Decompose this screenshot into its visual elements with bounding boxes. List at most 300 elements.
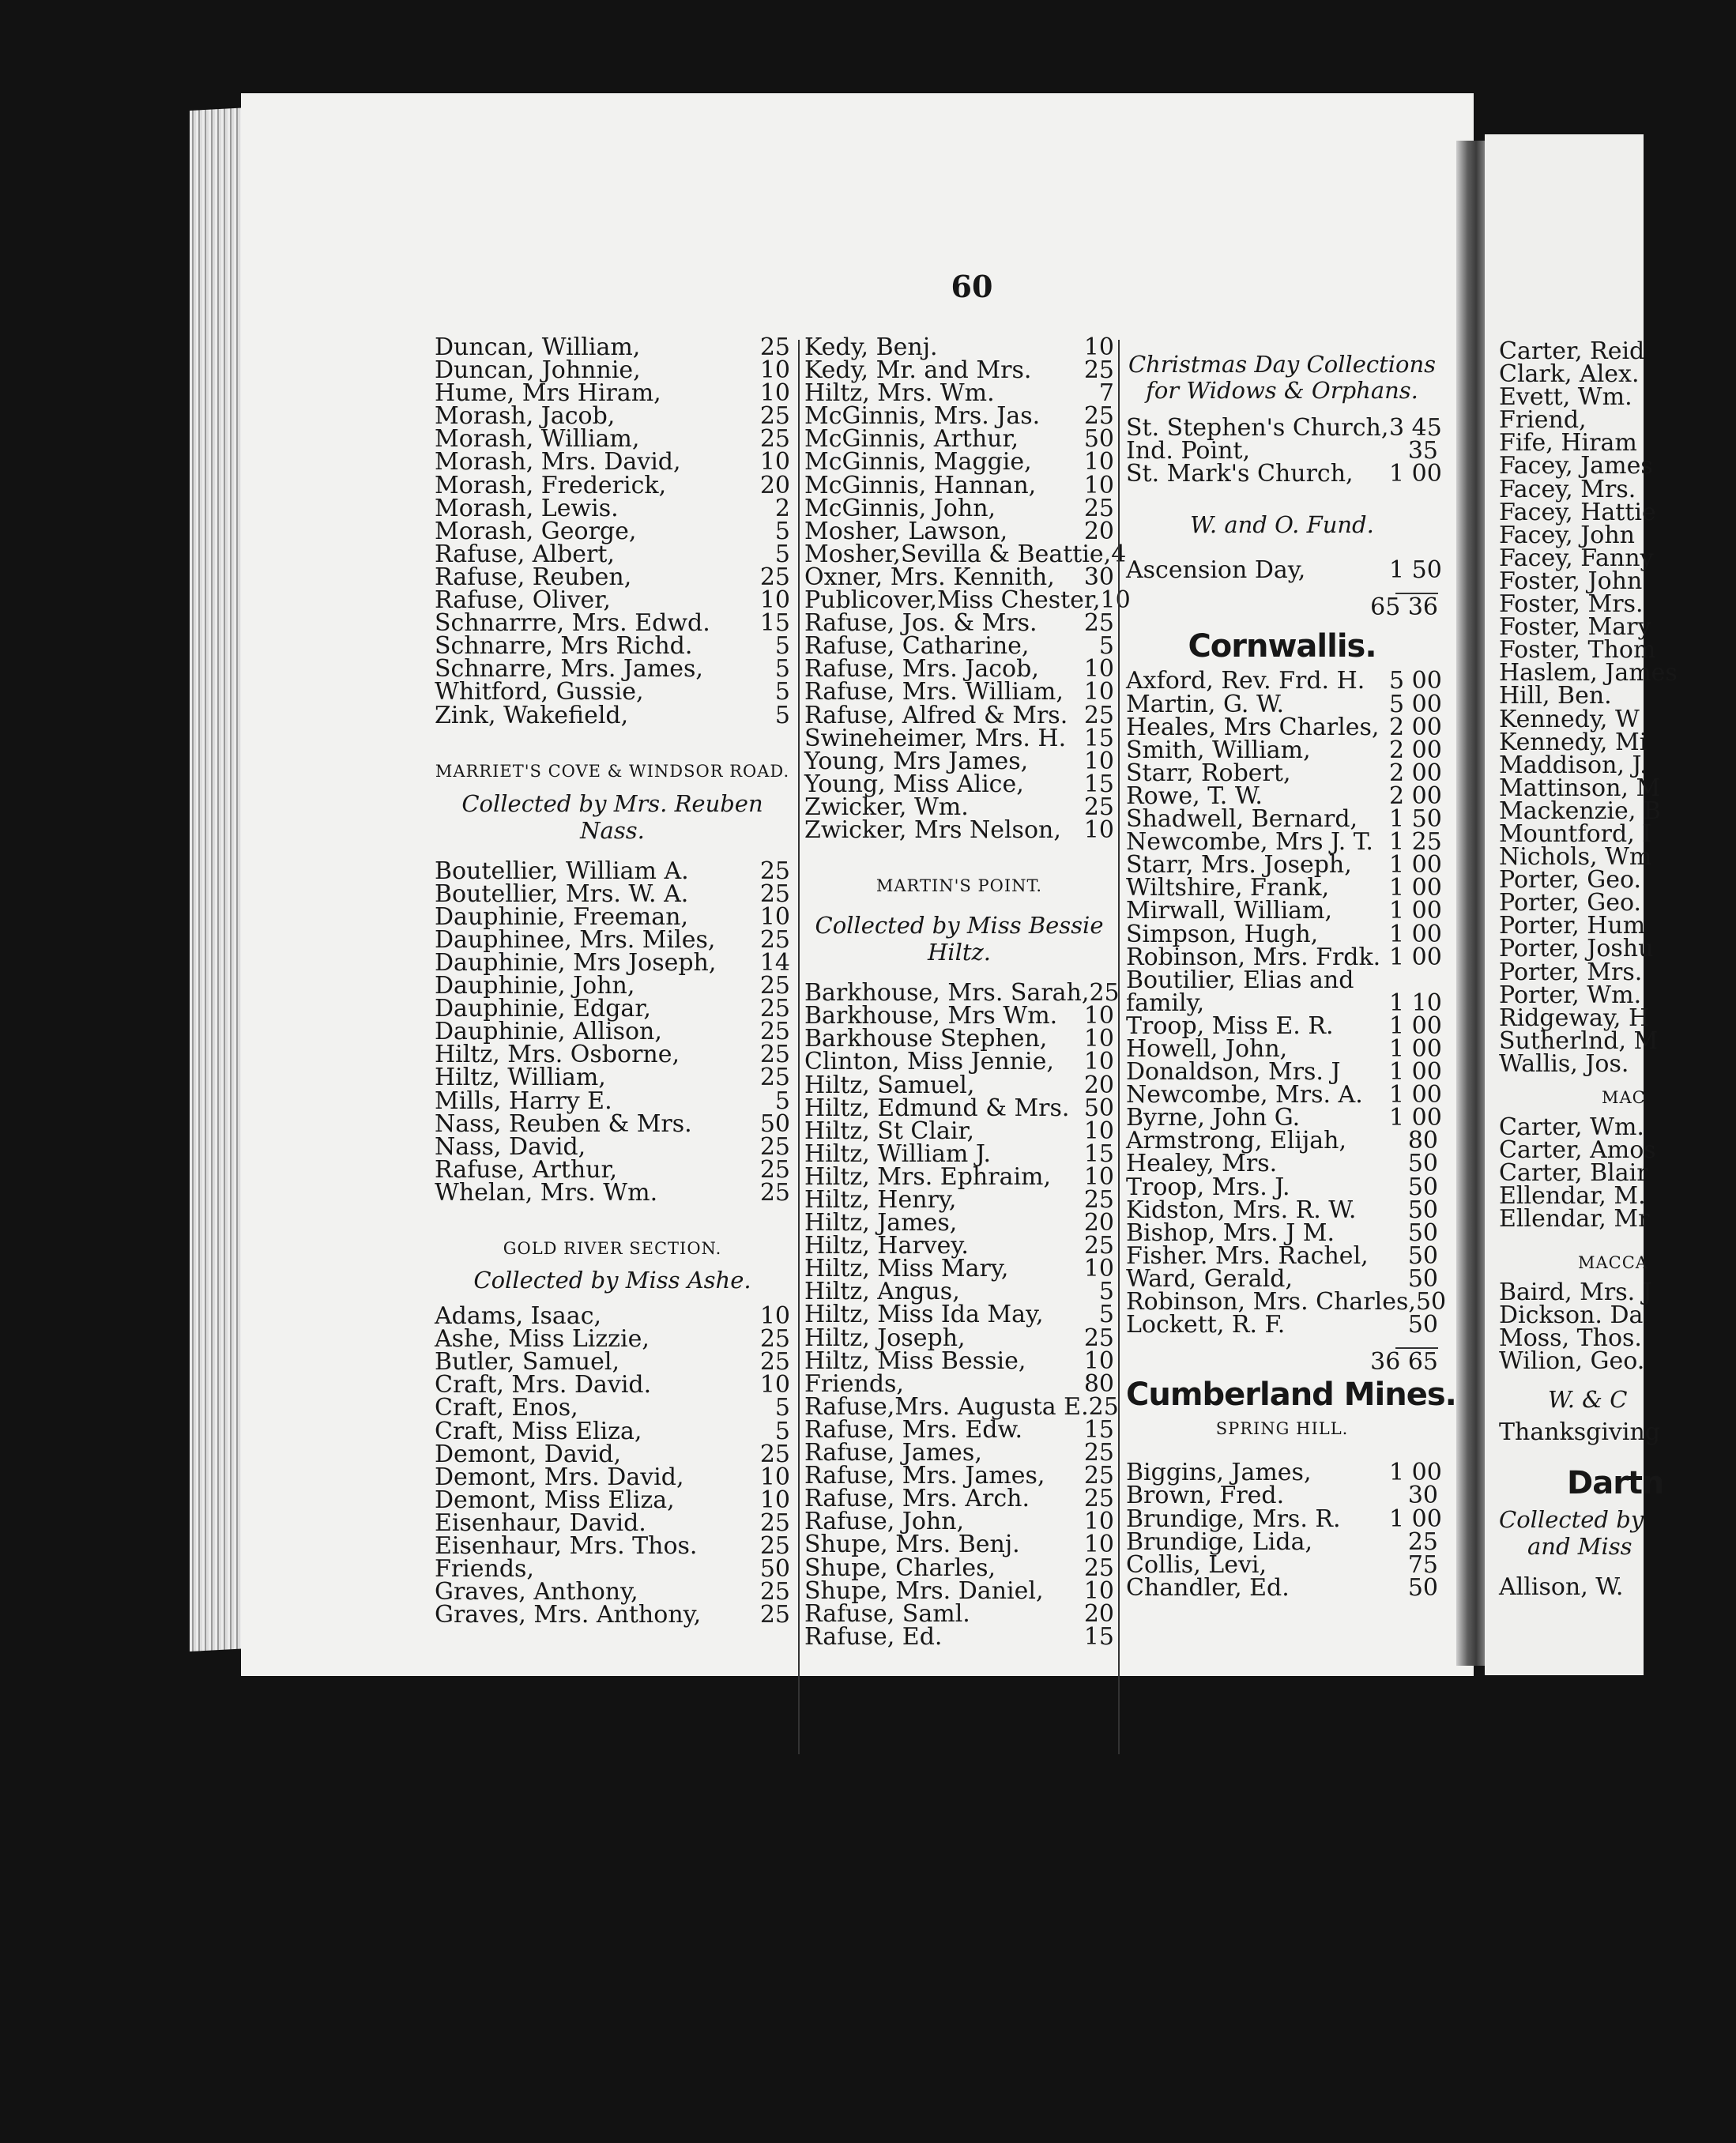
entry-name: Whitford, Gussie, (435, 678, 644, 706)
entry-name: Porter, Joshu (1499, 935, 1654, 963)
entry-name: Collis, Levi, (1126, 1550, 1267, 1579)
list-entry (1499, 819, 1736, 848)
entry-amount: 25 (759, 925, 790, 954)
list-entry (1126, 1081, 1442, 1109)
entry-name: Shupe, Mrs. Daniel, (804, 1576, 1044, 1605)
entry-amount: 50 (759, 1109, 790, 1138)
entry-amount: 5 (774, 678, 790, 706)
list-entry (804, 1002, 1114, 1030)
list-entry (1499, 751, 1736, 779)
entry-amount: 1 00 (1389, 897, 1442, 925)
list-entry (1126, 828, 1442, 857)
list-entry (1126, 759, 1442, 787)
list-entry (1499, 912, 1736, 940)
entry-name: Chandler, Ed. (1126, 1573, 1290, 1602)
entry-name: Hiltz, William J. (804, 1139, 992, 1168)
entry-name: Dauphinie, Mrs Joseph, (435, 948, 717, 977)
list-entry (1499, 1159, 1736, 1188)
collected-by: Nass. (580, 816, 645, 844)
entry-name: Shupe, Charles, (804, 1554, 996, 1582)
entry-name: Swineheimer, Mrs. H. (804, 724, 1067, 752)
list-entry (1499, 935, 1736, 963)
entry-amount: 25 (1083, 1186, 1114, 1214)
entry-amount: 1 00 (1389, 1034, 1442, 1063)
entry-amount: 25 (759, 1132, 790, 1161)
list-entry (1126, 781, 1442, 810)
entry-name: McGinnis, Mrs. Jas. (804, 402, 1041, 431)
entry-name: Rafuse, Albert, (435, 540, 615, 568)
list (435, 1302, 790, 1629)
list-entry (435, 857, 790, 885)
section-heading: GOLD RIVER SECTION. (503, 1239, 722, 1258)
list-entry (1126, 1058, 1442, 1087)
entry-amount: 5 (774, 701, 790, 729)
entry-name: Ridgeway, H (1499, 1004, 1650, 1032)
entry-amount: 7 (1098, 379, 1114, 408)
entry-name: Lockett, R. F. (1126, 1311, 1286, 1339)
list-entry (1499, 705, 1736, 733)
entry-amount: 25 (1083, 1324, 1114, 1352)
collected-by: Collected by Mrs. Reuben (461, 789, 763, 817)
entry-name: Facey, Fanny (1499, 544, 1654, 572)
list-entry (1499, 659, 1736, 687)
entry-amount: 25 (759, 1018, 790, 1046)
entry-name: Mackenzie, B (1499, 797, 1661, 825)
list-entry (435, 972, 790, 1000)
list-entry (804, 1232, 1114, 1260)
list (1499, 337, 1736, 1078)
entry-name: Mosher, Lawson, (804, 517, 1008, 545)
collected-by: Collected by Miss Bessie (815, 912, 1104, 940)
list-entry (1499, 567, 1736, 595)
entry-amount: 2 00 (1389, 736, 1442, 764)
entry-amount: 2 00 (1389, 781, 1442, 810)
list (1126, 1459, 1442, 1602)
list-entry (1499, 889, 1736, 917)
entry-name: Evett, Wm. (1499, 383, 1632, 412)
entry-amount: 25 (759, 333, 790, 361)
entry-name: Craft, Miss Eliza, (435, 1417, 642, 1445)
section-title: Dartn (1567, 1465, 1664, 1502)
list-entry (804, 1485, 1114, 1513)
entry-name: Boutellier, William A. (435, 857, 689, 885)
list-entry (435, 1371, 790, 1399)
list-entry (1126, 414, 1442, 442)
list (1126, 414, 1442, 488)
entry-name: Rafuse, Mrs. William, (804, 678, 1064, 706)
entry-amount: 25 (1083, 1232, 1114, 1260)
entry-amount: 25 (759, 879, 790, 908)
entry-name: Newcombe, Mrs J. T. (1126, 828, 1373, 857)
list-entry (804, 1094, 1114, 1122)
entry-name: Fife, Hiram (1499, 429, 1637, 458)
entry-name: Mills, Harry E. (435, 1087, 612, 1115)
entry-name: Publicover,Miss Chester, (804, 586, 1101, 615)
list-entry (1126, 1196, 1438, 1224)
entry-name: Schnarrre, Mrs. Edwd. (435, 609, 710, 638)
entry-name: Kennedy, W (1499, 705, 1640, 733)
list-entry (1499, 1182, 1736, 1211)
list-entry (435, 425, 790, 454)
entry-amount: 5 (1098, 632, 1114, 661)
list-entry (435, 1555, 790, 1584)
entry-name: Demont, David, (435, 1440, 621, 1468)
list-entry (804, 402, 1114, 431)
list-entry (1126, 966, 1438, 994)
entry-name: Rafuse, Ed. (804, 1622, 943, 1651)
entry-name: Rafuse, Oliver, (435, 586, 611, 615)
list (435, 857, 790, 1207)
collected-by: Hiltz. (928, 939, 991, 966)
entry-name: Demont, Miss Eliza, (435, 1486, 675, 1514)
entry-name: Eisenhaur, David. (435, 1508, 646, 1537)
list-entry (435, 1087, 790, 1115)
entry-amount: 15 (1083, 1622, 1114, 1651)
entry-name: Rafuse, Mrs. Arch. (804, 1485, 1030, 1513)
list-entry (804, 632, 1114, 661)
entry-name: Rafuse, John, (804, 1508, 965, 1536)
entry-amount: 10 (1083, 1576, 1114, 1605)
entry-name: Facey, James (1499, 452, 1653, 480)
entry-name: Hiltz, Angus, (804, 1278, 960, 1306)
entry-name: Rafuse, Reuben, (435, 563, 632, 591)
entry-name: Zwicker, Wm. (804, 793, 969, 821)
list-entry (1126, 1241, 1438, 1270)
entry-name: Foster, Thom (1499, 636, 1656, 665)
list-entry (1499, 1136, 1736, 1165)
list-entry (1499, 981, 1736, 1009)
entry-name: Simpson, Hugh, (1126, 920, 1319, 948)
list-entry (435, 1132, 790, 1161)
entry-name: Ashe, Miss Lizzie, (435, 1325, 650, 1354)
entry-name: Wallis, Jos. (1499, 1049, 1629, 1078)
entry-amount: 50 (1407, 1150, 1438, 1178)
list-entry (1126, 989, 1442, 1017)
list-entry (804, 425, 1114, 454)
list-entry (1499, 1113, 1736, 1142)
entry-amount: 1 00 (1389, 1011, 1442, 1040)
list-entry (435, 879, 790, 908)
list-entry (804, 494, 1114, 522)
entry-amount: 5 (1098, 1301, 1114, 1329)
list-entry (804, 1622, 1114, 1651)
entry-name: Biggins, James, (1126, 1459, 1312, 1487)
facing-page-column (1499, 337, 1736, 1602)
collected-by: and Miss (1527, 1533, 1632, 1561)
entry-name: Carter, Reid (1499, 337, 1645, 365)
entry-name: Foster, John (1499, 567, 1643, 595)
entry-name: Shupe, Mrs. Benj. (804, 1531, 1020, 1559)
entry-amount: 25 (1083, 1485, 1114, 1513)
entry-name: Wilion, Geo. (1499, 1346, 1645, 1375)
list-entry (1499, 360, 1736, 389)
list-entry (804, 1139, 1114, 1168)
entry-amount: 10 (1083, 1346, 1114, 1375)
list-entry (804, 379, 1114, 408)
entry-amount: 75 (1407, 1550, 1438, 1579)
list-entry (1126, 897, 1442, 925)
entry-name: Hiltz, St Clair, (804, 1117, 975, 1145)
list-entry (804, 1439, 1114, 1467)
fund-heading: W. & C (1548, 1386, 1628, 1414)
list-entry (1499, 1278, 1736, 1306)
entry-name: Adams, Isaac, (435, 1302, 602, 1331)
entry-name: Craft, Mrs. David. (435, 1371, 652, 1399)
entry-name: Clark, Alex. (1499, 360, 1640, 389)
entry-name: Smith, William, (1126, 736, 1311, 764)
column-2 (804, 333, 1131, 1651)
entry-amount: 1 10 (1389, 989, 1442, 1017)
entry-amount: 25 (759, 1325, 790, 1354)
entry-amount: 25 (759, 995, 790, 1023)
list (435, 333, 790, 729)
list-entry (435, 402, 790, 431)
list-entry (1499, 498, 1736, 526)
entry-name: Howell, John, (1126, 1034, 1288, 1063)
entry-name: Mirwall, William, (1126, 897, 1333, 925)
entry-amount: 25 (759, 1178, 790, 1207)
list-entry (1499, 682, 1736, 710)
entry-amount: 25 (1083, 356, 1114, 385)
entry-amount: 30 (1407, 1482, 1438, 1510)
list-entry (1126, 920, 1442, 948)
entry-name: Hiltz, Joseph, (804, 1324, 966, 1352)
list-entry (435, 1508, 790, 1537)
section-heading: SPRING HILL. (1215, 1419, 1349, 1439)
list-entry (1126, 667, 1442, 695)
entry-name: Mosher,Sevilla & Beattie, (804, 540, 1112, 568)
total: 36 65 (1370, 1348, 1438, 1377)
entry-amount: 50 (1083, 425, 1114, 454)
list-entry (804, 1278, 1114, 1306)
list-entry (804, 1554, 1114, 1582)
entry-name: Bishop, Mrs. J M. (1126, 1218, 1335, 1247)
entry-amount: 10 (1083, 815, 1114, 844)
list-entry (804, 1346, 1114, 1375)
list-entry (804, 1576, 1114, 1605)
entry-name: McGinnis, Maggie, (804, 448, 1032, 476)
list-entry (435, 1041, 790, 1069)
entry-amount: 50 (1407, 1241, 1438, 1270)
entry-amount: 25 (1083, 402, 1114, 431)
entry-amount: 1 50 (1389, 805, 1442, 834)
list-entry (435, 1302, 790, 1331)
entry-amount: 1 00 (1389, 920, 1442, 948)
entry-name: Starr, Mrs. Joseph, (1126, 851, 1352, 879)
entry-name: Demont, Mrs. David, (435, 1463, 684, 1491)
entry-name: Nass, David, (435, 1132, 586, 1161)
list-entry (1499, 521, 1736, 549)
entry-amount: 10 (1083, 448, 1114, 476)
entry-amount: 10 (759, 356, 790, 385)
entry-amount: 25 (1083, 1554, 1114, 1582)
entry-name: Ellendar, M. (1499, 1182, 1646, 1211)
entry-name: Rafuse, Jos. & Mrs. (804, 609, 1037, 638)
entry-amount: 15 (1083, 1415, 1114, 1444)
list-entry (435, 1325, 790, 1354)
total: 65 36 (1370, 593, 1438, 622)
entry-name: Armstrong, Elijah, (1126, 1127, 1347, 1155)
list-entry (804, 793, 1114, 821)
entry-amount: 5 (774, 1394, 790, 1422)
entry-amount: 2 00 (1389, 759, 1442, 787)
entry-name: Hiltz, Miss Ida May, (804, 1301, 1044, 1329)
entry-name: Rafuse, Mrs. Jacob, (804, 655, 1039, 684)
list-entry (1499, 1346, 1736, 1375)
entry-name: Zwicker, Mrs Nelson, (804, 815, 1061, 844)
list-entry (435, 925, 790, 954)
section-heading: MACCA (1578, 1252, 1648, 1272)
entry-name: Rafuse, James, (804, 1439, 982, 1467)
list-entry (804, 609, 1114, 638)
entry-amount: 2 (774, 494, 790, 522)
list (1499, 1278, 1736, 1375)
list-entry (1126, 1288, 1447, 1316)
entry-name: Axford, Rev. Frd. H. (1126, 667, 1365, 695)
entry-name: Heales, Mrs Charles, (1126, 713, 1380, 741)
section-heading: MARTIN'S POINT. (876, 876, 1043, 896)
list-entry (1126, 1173, 1438, 1201)
list-entry (804, 517, 1114, 545)
collected-by: Collected by Miss Ashe. (473, 1267, 751, 1294)
list-entry (1499, 613, 1736, 642)
entry-name: Carter, Wm. (1499, 1113, 1644, 1142)
entry-amount: 25 (759, 1601, 790, 1629)
entry-amount: 30 (1083, 563, 1114, 591)
list-entry (804, 586, 1131, 615)
entry-name: Porter, Hum (1499, 912, 1646, 940)
entry-amount: 25 (1083, 609, 1114, 638)
entry-name: Facey, Mrs. (1499, 475, 1636, 503)
fund-heading: W. and O. Fund. (1190, 511, 1374, 539)
list-entry (1126, 1127, 1438, 1155)
list (1499, 1113, 1736, 1233)
entry-amount: 1 00 (1389, 1459, 1442, 1487)
list-entry (435, 1178, 790, 1207)
list-entry (804, 333, 1114, 361)
list-entry (435, 517, 790, 545)
entry-amount: 25 (759, 1508, 790, 1537)
entry-name: Foster, Mary (1499, 613, 1651, 642)
list-entry (1126, 1311, 1438, 1339)
list-entry (1499, 475, 1736, 503)
entry-amount: 25 (759, 1440, 790, 1468)
entry-name: Dauphinie, Freeman, (435, 902, 688, 931)
list-entry (804, 815, 1114, 844)
entry-name: Donaldson, Mrs. J (1126, 1058, 1341, 1087)
entry-amount: 15 (1083, 770, 1114, 798)
column-rule (1118, 340, 1120, 1754)
list-entry (1126, 943, 1442, 971)
list-entry (435, 540, 790, 568)
section-title: Cornwallis. (1188, 628, 1376, 665)
list-entry (435, 902, 790, 931)
list-entry (804, 1255, 1114, 1283)
entry-name: Butler, Samuel, (435, 1348, 619, 1377)
entry-name: Barkhouse, Mrs Wm. (804, 1002, 1058, 1030)
entry-amount: 10 (1083, 1002, 1114, 1030)
list-entry (1126, 713, 1442, 741)
entry-amount: 50 (1407, 1173, 1438, 1201)
entry-name: Morash, George, (435, 517, 637, 545)
list-entry (1499, 452, 1736, 480)
entry-name: Nichols, Wm (1499, 843, 1652, 872)
entry-amount: 2 00 (1389, 713, 1442, 741)
entry-name: Byrne, John G. (1126, 1104, 1301, 1132)
entry-name: Shadwell, Bernard, (1126, 805, 1358, 834)
list-entry (1499, 866, 1736, 894)
entry-amount: 25 (759, 857, 790, 885)
list-entry (435, 678, 790, 706)
entry-amount: 15 (759, 609, 790, 638)
section-heading: MARRIET'S COVE & WINDSOR ROAD. (435, 761, 790, 781)
list-entry (435, 609, 790, 638)
entry-amount: 10 (1083, 333, 1114, 361)
list-entry (1499, 774, 1736, 802)
entry-name: Hiltz, Miss Mary, (804, 1255, 1009, 1283)
entry-amount: 20 (759, 471, 790, 499)
list-entry (1126, 437, 1438, 465)
entry-name: Hume, Mrs Hiram, (435, 379, 661, 408)
entry-name: Craft, Enos, (435, 1394, 578, 1422)
list-entry (1126, 1527, 1438, 1556)
list-entry (1126, 736, 1442, 764)
entry-name: Starr, Robert, (1126, 759, 1291, 787)
entry-name: Ascension Day, (1126, 556, 1306, 585)
entry-name: Rafuse,Mrs. Augusta E. (804, 1392, 1089, 1421)
entry-amount: 25 (759, 1064, 790, 1092)
entry-name: Dickson. Da (1499, 1301, 1644, 1329)
list-entry (435, 1532, 790, 1561)
list-entry (804, 1162, 1114, 1191)
list (1499, 1573, 1736, 1602)
entry-name: Brown, Fred. (1126, 1482, 1285, 1510)
entry-name: Schnarre, Mrs Richd. (435, 632, 693, 661)
entry-amount: 25 (1083, 701, 1114, 729)
entry-name: Kidston, Mrs. R. W. (1126, 1196, 1357, 1224)
entry-amount: 25 (759, 1041, 790, 1069)
list-entry (804, 1324, 1114, 1352)
entry-name: Boutilier, Elias and (1126, 966, 1354, 994)
book-gutter (1456, 141, 1485, 1666)
entry-name: Friends, (435, 1555, 534, 1584)
section-heading: Christmas Day Collections (1128, 351, 1437, 378)
list-entry (1499, 1301, 1736, 1329)
entry-name: Porter, Mrs. (1499, 958, 1643, 986)
entry-amount: 50 (1407, 1196, 1438, 1224)
entry-name: Morash, Lewis. (435, 494, 619, 522)
list-entry (1499, 337, 1736, 365)
entry-amount: 25 (759, 1578, 790, 1606)
entry-name: Martin, G. W. (1126, 690, 1285, 718)
list-entry (1126, 556, 1442, 585)
entry-name: Hiltz, Mrs. Osborne, (435, 1041, 680, 1069)
entry-amount: 50 (1407, 1311, 1438, 1339)
entry-amount: 10 (1083, 678, 1114, 706)
entry-amount: 5 (774, 1417, 790, 1445)
page-number: 60 (951, 269, 993, 304)
entry-amount: 10 (759, 1302, 790, 1331)
list-entry (435, 1601, 790, 1629)
entry-amount: 10 (1100, 586, 1131, 615)
list-entry (435, 586, 790, 615)
entry-name: Kedy, Mr. and Mrs. (804, 356, 1032, 385)
list-entry (435, 1440, 790, 1468)
entry-amount: 1 00 (1389, 1104, 1442, 1132)
entry-name: Rafuse, Alfred & Mrs. (804, 701, 1068, 729)
list-entry (804, 1415, 1114, 1444)
list-entry (804, 678, 1114, 706)
